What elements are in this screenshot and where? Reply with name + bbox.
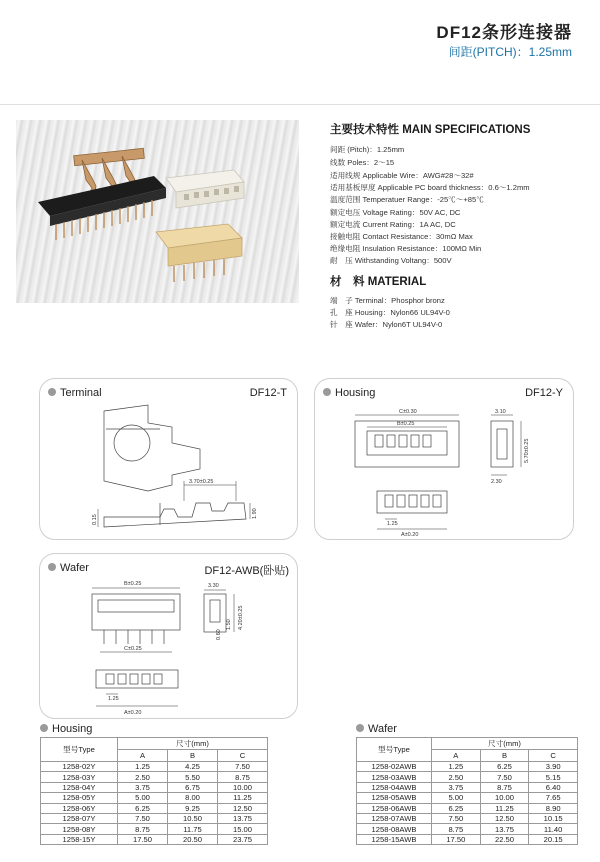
table-cell: 5.00 <box>118 793 168 803</box>
material-item: 孔 座 Housing：Nylon66 UL94V-0 <box>330 308 450 317</box>
table-cell: 1258-05Y <box>41 793 118 803</box>
table-cell: 22.50 <box>480 834 529 844</box>
table-cell: 1258-03Y <box>41 772 118 782</box>
table-cell: 1258-02Y <box>41 762 118 772</box>
table-cell: 6.40 <box>529 782 578 792</box>
table-cell: 6.25 <box>432 803 481 813</box>
table-cell: 6.25 <box>480 762 529 772</box>
housing-dim-label: A±0.20 <box>401 532 419 538</box>
housing-table <box>40 737 268 845</box>
beige-wafer-image <box>156 224 242 282</box>
table-row <box>357 803 578 813</box>
table-cell: 8.75 <box>480 782 529 792</box>
table-cell: 13.75 <box>480 824 529 834</box>
table-cell: 17.50 <box>432 834 481 844</box>
table-cell: 1258-06AWB <box>357 803 432 813</box>
table-row <box>357 813 578 823</box>
table-row <box>41 824 268 834</box>
spec-item: 间距 (Pitch)：1.25mm <box>330 145 405 154</box>
spec-item: 线数 Poles：2～15 <box>330 158 395 167</box>
table-cell: 11.75 <box>168 824 218 834</box>
spec-item: 额定电压 Voltage Rating：50V AC, DC <box>330 208 461 217</box>
terminal-dim-label: 3.70±0.25 <box>189 479 214 485</box>
housing-dim-label: 1.25 <box>387 521 398 527</box>
table-cell: 7.50 <box>118 813 168 823</box>
wafer-dim-label: 0.60 <box>216 629 222 640</box>
terminal-dim-label: 0.15 <box>92 514 98 525</box>
table-cell: 8.90 <box>529 803 578 813</box>
table-cell: 1258-06Y <box>41 803 118 813</box>
terminal-panel-code: DF12-T <box>249 387 287 399</box>
table-cell: 1258-04Y <box>41 782 118 792</box>
table-cell: 2.50 <box>118 772 168 782</box>
table-header-row <box>41 738 268 750</box>
table-cell: 1258-04AWB <box>357 782 432 792</box>
spec-item: 适用线规 Applicable Wire：AWG#28～32# <box>330 171 474 180</box>
table-cell: 1.25 <box>432 762 481 772</box>
table-cell: 12.50 <box>218 803 268 813</box>
table-header-col: B <box>168 750 218 762</box>
table-cell: 1258-02AWB <box>357 762 432 772</box>
table-cell: 10.00 <box>480 793 529 803</box>
wafer-dim-label: 4.20±0.25 <box>238 605 244 630</box>
table-cell: 7.50 <box>432 813 481 823</box>
table-cell: 1258-15AWB <box>357 834 432 844</box>
table-cell: 7.65 <box>529 793 578 803</box>
housing-dim-label: B±0.25 <box>397 421 415 427</box>
wafer-panel-title: Wafer <box>48 562 89 574</box>
table-cell: 10.00 <box>218 782 268 792</box>
table-cell: 1258-07AWB <box>357 813 432 823</box>
table-cell: 20.50 <box>168 834 218 844</box>
terminal-dim-label: 1.90 <box>252 508 258 519</box>
table-header-col: C <box>218 750 268 762</box>
table-row <box>41 813 268 823</box>
terminal-panel <box>39 378 298 540</box>
table-cell: 11.40 <box>529 824 578 834</box>
table-cell: 7.50 <box>480 772 529 782</box>
bullet-dot-icon <box>40 724 48 732</box>
table-header-col: C <box>529 750 578 762</box>
table-header-col: A <box>432 750 481 762</box>
table-cell: 17.50 <box>118 834 168 844</box>
housing-table-title: Housing <box>40 723 92 735</box>
housing-dim-label: C±0.30 <box>399 409 417 415</box>
table-cell: 15.00 <box>218 824 268 834</box>
table-cell: 11.25 <box>218 793 268 803</box>
table-cell: 10.15 <box>529 813 578 823</box>
table-row <box>41 803 268 813</box>
material-item: 端 子 Terminal：Phosphor bronz <box>330 296 445 305</box>
table-header-col: B <box>480 750 529 762</box>
wafer-dim-label: 1.50 <box>226 619 232 630</box>
table-cell: 5.15 <box>529 772 578 782</box>
table-cell: 8.75 <box>218 772 268 782</box>
table-cell: 5.50 <box>168 772 218 782</box>
table-cell: 8.00 <box>168 793 218 803</box>
wafer-panel-code: DF12-AWB(卧贴) <box>204 565 289 577</box>
housing-panel <box>314 378 574 540</box>
table-cell: 1258-15Y <box>41 834 118 844</box>
table-cell: 2.50 <box>432 772 481 782</box>
table-row <box>41 834 268 844</box>
wafer-dim-label: 3.30 <box>208 583 219 589</box>
terminal-drawing <box>40 379 297 539</box>
table-row <box>357 824 578 834</box>
terminal-panel-title: Terminal <box>48 387 102 399</box>
table-cell: 1.25 <box>118 762 168 772</box>
housing-dim-label: 3.10 <box>495 409 506 415</box>
table-cell: 1258-08Y <box>41 824 118 834</box>
page-title: DF12条形连接器 <box>436 23 572 42</box>
page-subtitle: 间距(PITCH)：1.25mm <box>448 45 572 59</box>
specs-heading: 主要技术特性 MAIN SPECIFICATIONS <box>330 124 531 136</box>
table-cell: 8.75 <box>118 824 168 834</box>
table-row <box>357 762 578 772</box>
table-header-size: 尺寸(mm) <box>432 738 578 750</box>
table-cell: 9.25 <box>168 803 218 813</box>
material-item: 针 座 Wafer：Nylon6T UL94V-0 <box>330 320 443 329</box>
table-row <box>357 834 578 844</box>
product-photo <box>16 120 299 303</box>
spec-item: 耐 压 Withstanding Voltang：500V <box>330 256 452 265</box>
table-cell: 4.25 <box>168 762 218 772</box>
table-header-size: 尺寸(mm) <box>118 738 268 750</box>
table-header-col: A <box>118 750 168 762</box>
wafer-dim-label: A±0.20 <box>124 710 142 716</box>
table-cell: 1258-05AWB <box>357 793 432 803</box>
table-cell: 6.75 <box>168 782 218 792</box>
table-cell: 12.50 <box>480 813 529 823</box>
table-row <box>41 772 268 782</box>
spec-item: 适用基板厚度 Applicable PC board thickness：0.6～1.2mm <box>330 183 530 192</box>
table-cell: 8.75 <box>432 824 481 834</box>
housing-dim-label: 2.30 <box>491 479 502 485</box>
spec-item: 接触电阻 Contact Resistance：30mΩ Max <box>330 232 473 241</box>
table-cell: 3.75 <box>432 782 481 792</box>
table-header-type: 型号Type <box>357 738 432 762</box>
table-cell: 1258-07Y <box>41 813 118 823</box>
table-row <box>41 782 268 792</box>
table-header-type: 型号Type <box>41 738 118 762</box>
table-cell: 6.25 <box>118 803 168 813</box>
table-cell: 23.75 <box>218 834 268 844</box>
bullet-dot-icon <box>356 724 364 732</box>
wafer-dim-label: C±0.25 <box>124 646 142 652</box>
table-row <box>357 772 578 782</box>
table-cell: 13.75 <box>218 813 268 823</box>
white-housing-image <box>166 170 244 208</box>
material-heading: 材 料 MATERIAL <box>330 276 427 288</box>
table-row <box>357 782 578 792</box>
table-cell: 7.50 <box>218 762 268 772</box>
spec-item: 绝缘电阻 Insulation Resistance：100MΩ Min <box>330 244 482 253</box>
spec-item: 额定电流 Current Rating：1A AC, DC <box>330 220 456 229</box>
table-header-row <box>357 738 578 750</box>
table-cell: 1258-03AWB <box>357 772 432 782</box>
wafer-table-title: Wafer <box>356 723 397 735</box>
housing-panel-code: DF12-Y <box>525 387 563 399</box>
header-divider <box>0 104 600 105</box>
table-cell: 3.75 <box>118 782 168 792</box>
table-cell: 11.25 <box>480 803 529 813</box>
table-cell: 20.15 <box>529 834 578 844</box>
table-cell: 1258-08AWB <box>357 824 432 834</box>
housing-drawing <box>315 379 573 539</box>
wafer-panel <box>39 553 298 719</box>
table-row <box>41 762 268 772</box>
table-row <box>357 793 578 803</box>
product-illustration <box>16 120 299 303</box>
wafer-drawing <box>40 554 297 718</box>
housing-panel-title: Housing <box>323 387 375 399</box>
table-row <box>41 793 268 803</box>
wafer-dim-label: 1.25 <box>108 696 119 702</box>
wafer-table <box>356 737 578 845</box>
table-cell: 3.90 <box>529 762 578 772</box>
spec-item: 温度范围 Temperatuer Range：-25℃～+85℃ <box>330 195 484 204</box>
black-connector-image <box>38 176 166 240</box>
table-cell: 10.50 <box>168 813 218 823</box>
table-cell: 5.00 <box>432 793 481 803</box>
wafer-dim-label: B±0.25 <box>124 581 142 587</box>
housing-dim-label: 5.70±0.25 <box>524 438 530 463</box>
